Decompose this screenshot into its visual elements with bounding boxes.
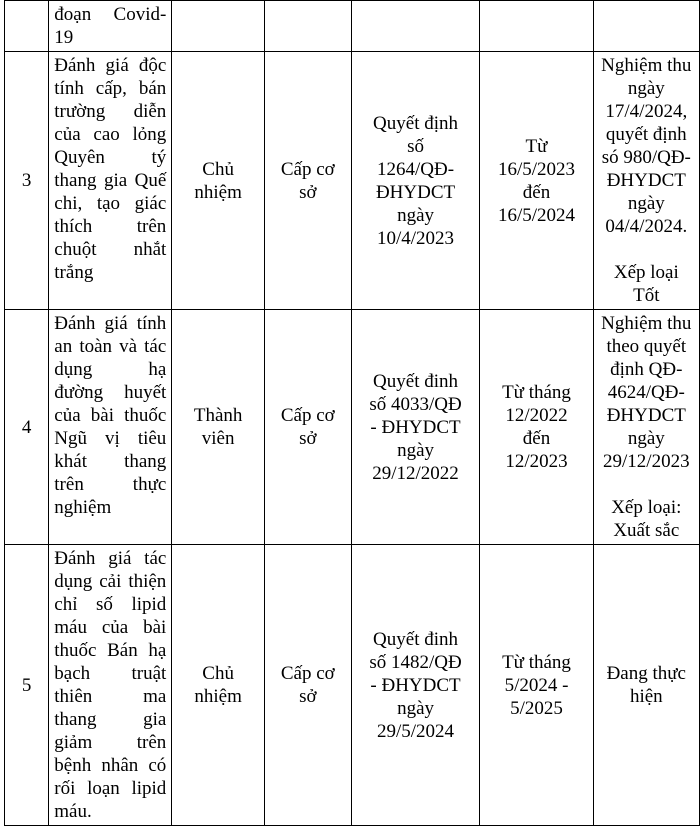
decision-line: Quyết đinh: [373, 370, 459, 392]
role-line: nhiệm: [194, 181, 242, 203]
title-line: chi, tạo giác: [54, 193, 167, 214]
level-line: Cấp cơ: [280, 663, 335, 684]
period-line: đến: [522, 181, 551, 203]
title-line: rối loạn lipid: [54, 778, 167, 799]
cell-decision: [351, 310, 480, 545]
title-line: của cao lỏng: [54, 124, 167, 145]
projects-table: [4, 0, 700, 826]
cell-title: [49, 545, 172, 826]
title-line: an toàn và tác: [54, 336, 167, 357]
decision-line: số 1482/QĐ: [369, 651, 462, 673]
result-line: Nghiệm thu: [601, 55, 692, 76]
period-line: 16/5/2023: [497, 158, 576, 180]
period-line: Từ: [525, 135, 548, 157]
title-line: khát thang: [54, 451, 167, 472]
cell-no: 5: [5, 545, 49, 826]
title-line: chỉ số lipid: [54, 594, 167, 615]
decision-line: 29/5/2024: [377, 720, 455, 742]
result-line: Nghiệm thu: [601, 313, 692, 334]
table-row: [5, 545, 700, 826]
title-line: bệnh nhân có: [54, 755, 167, 776]
result-line: ngày: [627, 78, 665, 99]
result-line: 17/4/2024,: [605, 101, 688, 122]
cell-role: [172, 545, 265, 826]
title-line: máu.: [54, 801, 92, 822]
rating-line: Tốt: [633, 285, 660, 306]
decision-line: Quyết định: [373, 112, 459, 134]
period-line: đến: [522, 428, 551, 449]
period-line: Từ tháng: [502, 382, 571, 403]
cell-period: [480, 310, 593, 545]
decision-line: số 4033/QĐ: [369, 393, 462, 415]
table-row: [5, 310, 700, 545]
cell-no: [5, 1, 49, 52]
cell-level: [264, 545, 351, 826]
title-line: thang gia Quế: [54, 170, 167, 191]
rating-line: Xếp loại:: [611, 497, 682, 518]
level-line: sở: [299, 428, 317, 449]
result-line: só 980/QĐ-: [601, 147, 691, 168]
title-line: dụng hạ: [54, 359, 167, 380]
decision-line: 1264/QĐ-: [377, 158, 455, 180]
title-line: chuột nhắt: [54, 239, 167, 260]
period-line: 12/2023: [505, 451, 568, 472]
cell-title: [49, 1, 172, 52]
title-line: thích trên: [54, 216, 167, 237]
decision-line: số: [407, 135, 424, 157]
role-line: Thành: [193, 405, 243, 426]
decision-line: - ĐHYDCT: [370, 674, 461, 696]
cell-title: [49, 310, 172, 545]
decision-line: Quyết đinh: [373, 628, 459, 650]
cell-title: [49, 52, 172, 310]
period-line: Từ tháng: [502, 651, 571, 673]
title-line: giảm trên: [54, 732, 167, 753]
period-line: 12/2022: [505, 405, 568, 426]
decision-line: ngày: [397, 204, 434, 226]
cell-decision: [351, 1, 480, 52]
decision-line: - ĐHYDCT: [370, 416, 461, 438]
cell-no: 4: [5, 310, 49, 545]
cell-result: [593, 1, 699, 52]
rating-line: Xếp loại: [613, 262, 679, 283]
result-line: ngày: [627, 193, 665, 214]
title-line: thang gia: [54, 709, 167, 730]
cell-period: [480, 1, 593, 52]
title-line: Đánh giá độc: [54, 55, 167, 76]
cell-role: [172, 1, 265, 52]
decision-line: 29/12/2022: [372, 462, 459, 484]
title-line: Quyên tý: [54, 147, 167, 168]
title-line: đoạn Covid-: [54, 4, 167, 25]
title-line: Đánh giá tính: [54, 313, 167, 334]
cell-level: [264, 1, 351, 52]
level-line: Cấp cơ: [280, 158, 335, 180]
title-line: đường huyết: [54, 382, 167, 403]
title-line: thiên ma: [54, 686, 167, 707]
table-row: [5, 1, 700, 52]
spacer: [599, 238, 694, 261]
result-line: quyết định: [605, 124, 687, 145]
table-row: [5, 52, 700, 310]
role-line: Chủ: [202, 663, 234, 684]
cell-decision: [351, 52, 480, 310]
cell-no: 3: [5, 52, 49, 310]
level-line: sở: [299, 181, 317, 203]
title-line: của bài thuốc: [54, 405, 167, 426]
decision-line: ngày: [397, 439, 434, 461]
result-line: ĐHYDCT: [606, 405, 686, 426]
result-line: theo quyết: [606, 336, 687, 357]
cell-period: [480, 52, 593, 310]
role-line: Chủ: [202, 158, 234, 180]
title-line: nghiệm: [54, 497, 112, 518]
title-line: trường diễn: [54, 101, 167, 122]
decision-line: 10/4/2023: [377, 227, 455, 249]
role-line: nhiệm: [194, 686, 242, 707]
title-line: dụng cải thiện: [54, 571, 167, 592]
title-line: thuốc Bán hạ: [54, 640, 167, 661]
cell-level: [264, 310, 351, 545]
title-line: tính cấp, bán: [54, 78, 167, 99]
decision-line: ngày: [397, 697, 434, 719]
title-line: Ngũ vị tiêu: [54, 428, 167, 449]
result-line: định QĐ-: [610, 359, 683, 380]
level-line: sở: [299, 686, 317, 707]
spacer: [599, 473, 694, 496]
period-line: 5/2025: [510, 697, 563, 719]
title-line: 19: [54, 27, 74, 48]
result-line: 29/12/2023: [603, 451, 690, 472]
cell-result: [593, 310, 699, 545]
period-line: 16/5/2024: [497, 204, 576, 226]
result-line: ĐHYDCT: [606, 170, 686, 191]
result-line: ngày: [627, 428, 665, 449]
decision-line: ĐHYDCT: [375, 181, 456, 203]
level-line: Cấp cơ: [280, 405, 335, 426]
role-line: viên: [201, 428, 235, 449]
title-line: trên thực: [54, 474, 167, 495]
rating-line: Xuất sắc: [613, 520, 680, 541]
result-line: 04/4/2024.: [605, 216, 688, 237]
cell-period: [480, 545, 593, 826]
cell-result: [593, 545, 699, 826]
result-line: hiện: [629, 686, 663, 707]
cell-role: [172, 52, 265, 310]
period-line: 5/2024 -: [504, 674, 569, 696]
cell-role: [172, 310, 265, 545]
title-line: bạch truật: [54, 663, 167, 684]
result-line: Đang thực: [606, 663, 686, 684]
title-line: Đánh giá tác: [54, 548, 167, 569]
result-line: 4624/QĐ-: [607, 382, 685, 403]
cell-level: [264, 52, 351, 310]
cell-decision: [351, 545, 480, 826]
title-line: máu của bài: [54, 617, 167, 638]
cell-result: [593, 52, 699, 310]
title-line: trắng: [54, 262, 94, 283]
